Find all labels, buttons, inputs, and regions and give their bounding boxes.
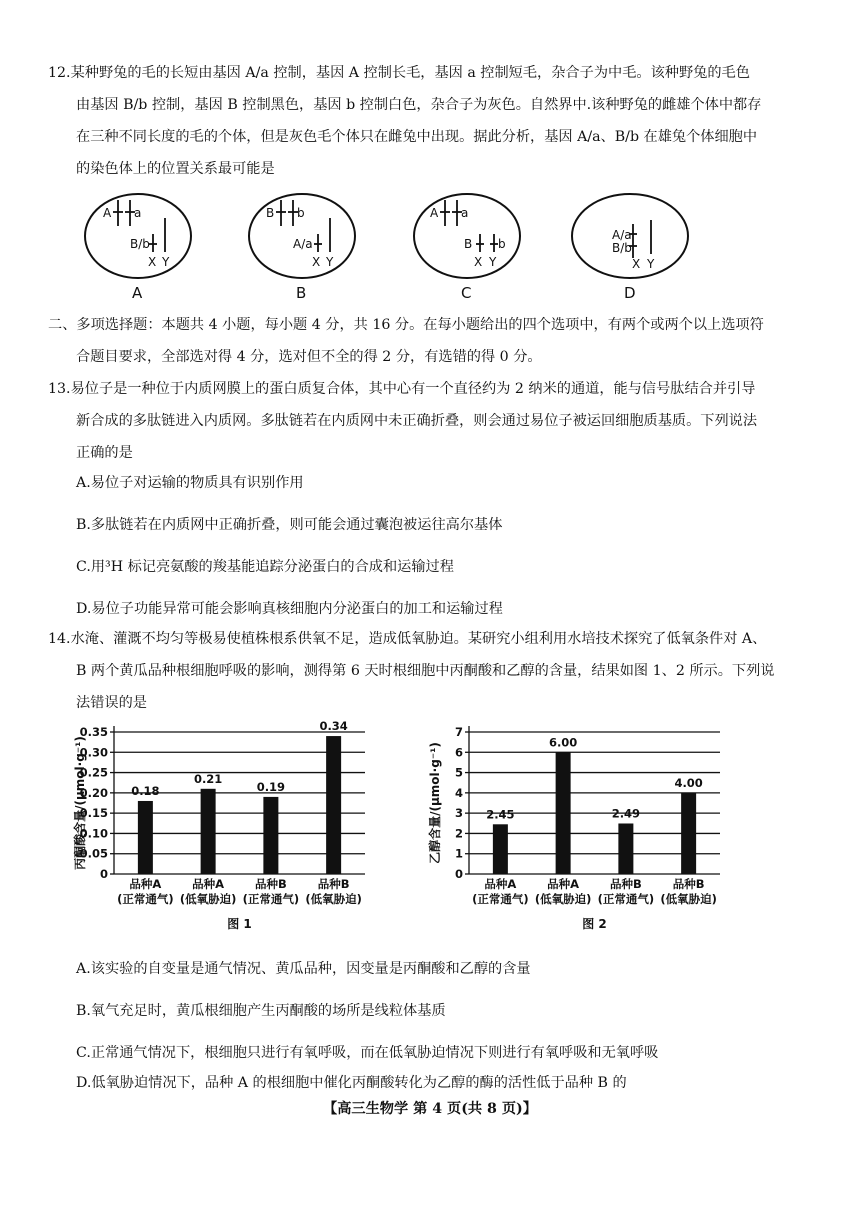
category-sublabel: (低氧胁迫) [534, 892, 592, 906]
chromosome-label: Y [647, 257, 655, 271]
q12-line-1: 12.某种野兔的毛的长短由基因 A/a 控制，基因 A 控制长毛，基因 a 控制短毛，杂合子为中毛。该种野兔的毛色 [48, 65, 750, 81]
category-label: 品种B [317, 877, 350, 891]
q13-option-a: A.易位子对运输的物质具有识别作用 [76, 475, 304, 491]
y-tick-label: 0.20 [79, 785, 108, 800]
gene-label: a [461, 206, 469, 220]
q14-line-1: 14.水淹、灌溉不均匀等极易使植株根系供氧不足，造成低氧胁迫。某研究小组利用水培技术探究了低氧条件对 A、 [48, 631, 767, 647]
bar-value-label: 0.18 [131, 783, 160, 798]
q12-line-4: 的染色体上的位置关系最可能是 [76, 161, 275, 177]
q12-option-b [249, 194, 355, 302]
chromosome-label: X [474, 255, 483, 269]
category-sublabel: (低氧胁迫) [660, 892, 717, 906]
q12-chromosome-options [60, 188, 760, 308]
q12-line-2: 由基因 B/b 控制，基因 B 控制黑色，基因 b 控制白色，杂合子为灰色。自然界中.该种野兔的雌雄个体中都存 [76, 97, 762, 113]
gene-label: A/a [612, 228, 632, 242]
category-sublabel: (正常通气) [597, 892, 655, 906]
bar-value-label: 6.00 [548, 735, 578, 750]
chromosome-label: X [148, 255, 157, 269]
q13-option-c: C.用³H 标记亮氨酸的羧基能追踪分泌蛋白的合成和运输过程 [76, 559, 454, 575]
category-sublabel: (正常通气) [242, 892, 300, 906]
category-sublabel: (低氧胁迫) [179, 892, 237, 906]
y-tick-label: 0 [454, 867, 463, 881]
q14-line-2: B 两个黄瓜品种根细胞呼吸的影响，测得第 6 天时根细胞中丙酮酸和乙醇的含量，结果如图 1、2 所示。下列说 [76, 663, 775, 679]
y-tick-label: 0.30 [79, 745, 108, 760]
bar-value-label: 0.19 [256, 779, 286, 794]
y-tick-label: 0 [99, 867, 108, 881]
category-label: 品种A [484, 877, 517, 891]
chromosome-label: Y [326, 255, 334, 269]
option-letter: A [132, 284, 143, 302]
q12-option-c [414, 194, 520, 302]
q14-option-d: D.低氧胁迫情况下，品种 A 的根细胞中催化丙酮酸转化为乙醇的酶的活性低于品种 B 的 [76, 1075, 627, 1091]
bar [493, 824, 508, 874]
gene-label: B [266, 206, 275, 220]
q13-option-b: B.多肽链若在内质网中正确折叠，则可能会通过囊泡被运往高尔基体 [76, 517, 503, 533]
option-letter: C [461, 284, 472, 302]
q12-option-d [572, 194, 688, 302]
category-sublabel: (正常通气) [472, 892, 529, 906]
bar [326, 736, 341, 874]
option-letter: D [624, 284, 636, 302]
gene-label: b [297, 206, 305, 220]
y-tick-label: 1 [454, 846, 463, 861]
category-sublabel: (正常通气) [117, 892, 174, 906]
gene-label: a [134, 206, 142, 220]
q14-option-c: C.正常通气情况下，根细胞只进行有氧呼吸，而在低氧胁迫情况下则进行有氧呼吸和无氧呼吸 [76, 1045, 659, 1061]
gene-label: b [498, 237, 506, 251]
bar-value-label: 4.00 [674, 775, 703, 790]
bar-value-label: 0.34 [319, 719, 348, 734]
q12-option-a [85, 194, 191, 302]
chart-figure-1 [70, 718, 410, 943]
y-tick-label: 5 [454, 765, 463, 780]
chromosome-label: X [632, 257, 641, 271]
bar-value-label: 2.45 [486, 807, 515, 822]
q13-line-1: 13.易位子是一种位于内质网膜上的蛋白质复合体，其中心有一个直径约为 2 纳米的通道，能与信号肽结合并引导 [48, 381, 756, 397]
bar [618, 823, 633, 874]
q14-option-b: B.氧气充足时，黄瓜根细胞产生丙酮酸的场所是线粒体基质 [76, 1003, 446, 1019]
q13-line-3: 正确的是 [76, 445, 133, 461]
bar-value-label: 0.21 [193, 771, 223, 786]
gene-label: A [103, 206, 112, 220]
gene-label: B/b [130, 237, 150, 251]
section2-line-1: 二、多项选择题：本题共 4 小题，每小题 4 分，共 16 分。在每小题给出的四个选项中，有两个或两个以上选项符 [48, 317, 764, 333]
bar [681, 793, 696, 874]
bar [263, 797, 278, 874]
chromosome-label: Y [489, 255, 497, 269]
category-label: 品种A [192, 877, 225, 891]
y-tick-label: 7 [454, 725, 463, 739]
y-tick-label: 0.10 [79, 826, 108, 841]
q14-option-a: A.该实验的自变量是通气情况、黄瓜品种，因变量是丙酮酸和乙醇的含量 [76, 961, 531, 977]
category-label: 品种B [609, 877, 642, 891]
figure-caption: 图 1 [227, 917, 252, 931]
section2-line-2: 合题目要求，全部选对得 4 分，选对但不全的得 2 分，有选错的得 0 分。 [76, 349, 542, 365]
gene-label: A/a [293, 237, 313, 251]
category-label: 品种A [129, 877, 162, 891]
gene-label: B [464, 237, 473, 251]
gene-label: B/b [612, 241, 632, 255]
category-label: 品种B [672, 877, 705, 891]
figure-caption: 图 2 [582, 917, 607, 931]
category-label: 品种B [254, 877, 287, 891]
y-tick-label: 3 [454, 806, 463, 821]
y-tick-label: 0.05 [79, 846, 108, 861]
chromosome-label: Y [162, 255, 170, 269]
page-footer: 【高三生物学 第 4 页(共 8 页)】 [323, 1101, 537, 1117]
y-axis-label: 乙醇含量/(μmol·g⁻¹) [428, 742, 442, 864]
bar-value-label: 2.49 [611, 806, 641, 821]
chromosome-label: X [312, 255, 321, 269]
y-tick-label: 0.35 [79, 725, 108, 739]
q13-line-2: 新合成的多肽链进入内质网。多肽链若在内质网中未正确折叠，则会通过易位子被运回细胞质基质。下列说法 [76, 413, 758, 429]
category-sublabel: (低氧胁迫) [305, 892, 362, 906]
q13-option-d: D.易位子功能异常可能会影响真核细胞内分泌蛋白的加工和运输过程 [76, 601, 503, 617]
y-tick-label: 6 [454, 745, 463, 760]
bar [201, 789, 216, 874]
gene-label: A [430, 206, 439, 220]
y-tick-label: 0.25 [79, 765, 108, 780]
y-tick-label: 4 [454, 785, 463, 800]
category-label: 品种A [547, 877, 580, 891]
y-tick-label: 0.15 [79, 806, 108, 821]
option-letter: B [296, 284, 307, 302]
bar [138, 801, 153, 874]
y-tick-label: 2 [454, 826, 463, 841]
chart-figure-2 [425, 718, 765, 943]
q12-line-3: 在三种不同长度的毛的个体，但是灰色毛个体只在雌兔中出现。据此分析，基因 A/a、B/b 在雄兔个体细胞中 [76, 129, 758, 145]
q14-line-3: 法错误的是 [76, 695, 147, 711]
bar [556, 752, 571, 874]
y-axis-label: 丙酮酸含量/(μmol·g⁻¹) [73, 736, 87, 870]
